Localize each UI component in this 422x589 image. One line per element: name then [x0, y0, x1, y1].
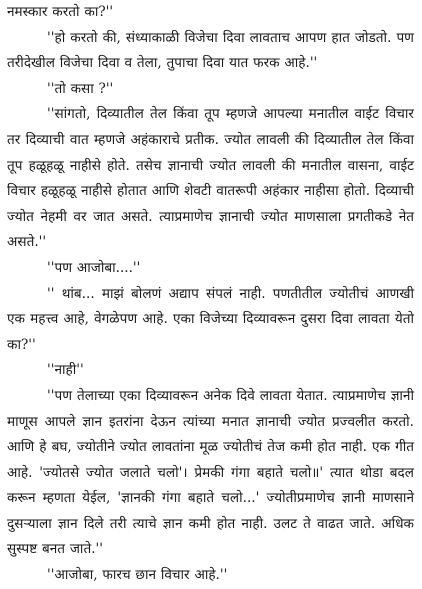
- paragraph-8: ''पण तेलाच्या एका दिव्यावरून अनेक दिवे लावता येतात. त्याप्रमाणेच ज्ञानी माणूस आपले ज्ञान इतरांना देऊन त्यांच्या मनात ज्ञानाची ज्योत प्रज्वलीत करतो. आणि हे बघ, ज्योतीने ज्योत लावतांना मूळ ज्योतीचं तेज कमी होत नाही. एक गीत आहे. 'ज्योतसे ज्योत जलाते चलो'। प्रेमकी गंगा बहाते चलो॥' त्यात थोडा बदल करून म्हणता येईल, 'ज्ञानकी गंगा बहाते चलो...' ज्योतीप्रमाणेच ज्ञानी माणसाने दुसऱ्याला ज्ञान दिले तरी त्याचे ज्ञान कमी होत नाही. उलट ते वाढत जाते. अधिक सुस्पष्ट बनत जाते.'': [7, 387, 414, 558]
- paragraph-3: ''तो कसा ?'': [47, 80, 114, 97]
- paragraph-1: नमस्कार करतो का?'': [7, 4, 114, 20]
- paragraph-5: ''पण आजोबा....'': [47, 259, 141, 276]
- paragraph-7: ''नाही'': [47, 362, 84, 379]
- paragraph-4: ''सांगतो, दिव्यातील तेल किंवा तूप म्हणजे आपल्या मनातील वाईट विचार तर दिव्याची वात म्हणजे अहंकाराचे प्रतीक. ज्योत लावली की दिव्यातील तेल किंवा तूप हळूहळू नाहीसे होते. तसेच ज्ञानाची ज्योत लावली की मनातील वासना, वाईट विचार हळूहळू नाहीसे होतात आणि शेवटी वातरूपी अहंकार नाहीसा होतो. दिव्याची ज्योत नेहमी वर जात असते. त्याप्रमाणेच ज्ञानाची ज्योत माणसाला प्रगतीकडे नेत असते.'': [7, 106, 414, 251]
- paragraph-9: ''आजोबा, फारच छान विचार आहे.'': [47, 567, 228, 584]
- paragraph-6: '' थांब... माझं बोलणं अद्याप संपलं नाही. पणतीतील ज्योतीचं आणखी एक महत्त्व आहे, वेगळेपण आहे. एका विजेच्या दिव्यावरून दुसरा दिवा लावता येतो का?'': [7, 285, 414, 353]
- paragraph-2: ''हो करतो की, संध्याकाळी विजेचा दिवा लावताच आपण हात जोडतो. पण तरीदेखील विजेचा दिवा व तेला, तुपाचा दिवा यात फरक आहे.'': [7, 29, 414, 72]
